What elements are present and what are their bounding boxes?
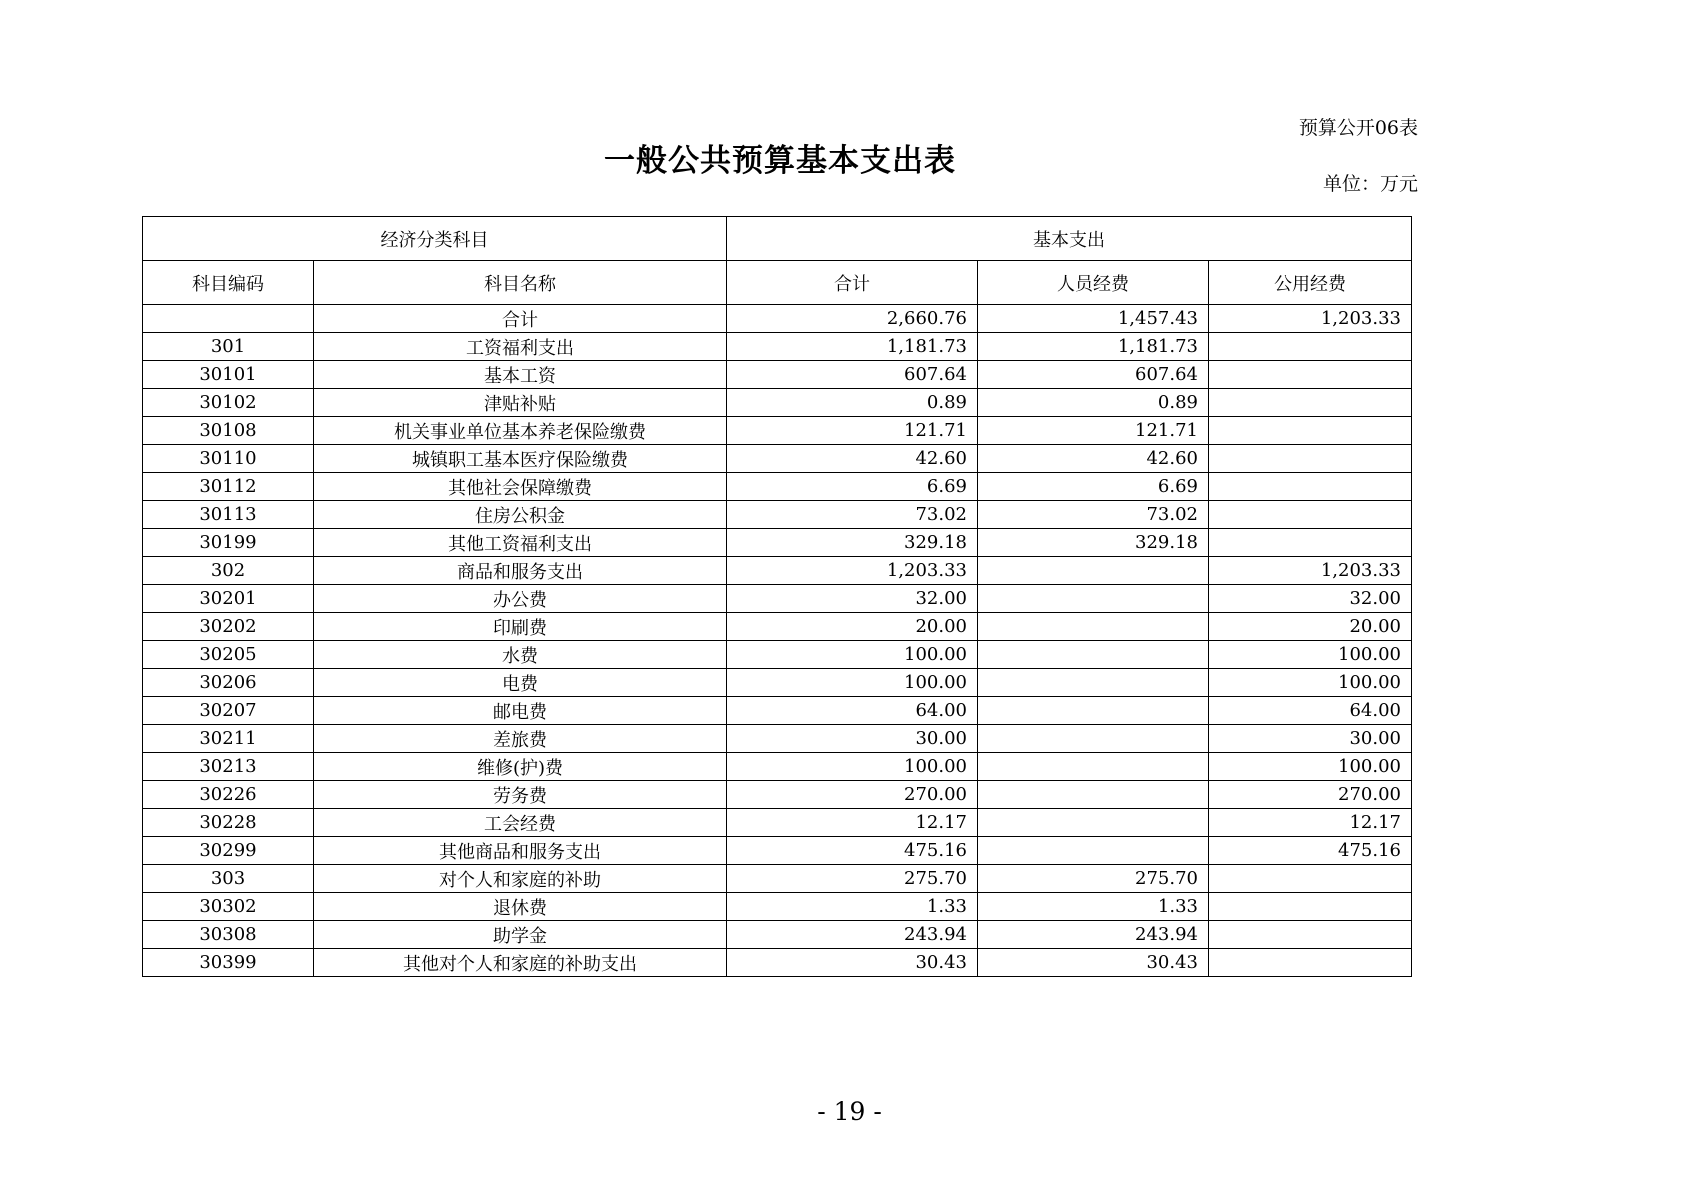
table-row — [143, 361, 1412, 389]
table-row — [143, 753, 1412, 781]
cell-public — [1209, 417, 1412, 445]
cell-personnel — [978, 585, 1209, 613]
cell-code: 30308 — [143, 921, 314, 949]
cell-name: 基本工资 — [314, 361, 727, 389]
column-header-name: 科目名称 — [314, 261, 727, 305]
cell-total: 121.71 — [727, 417, 978, 445]
cell-public: 100.00 — [1209, 669, 1412, 697]
table-row — [143, 501, 1412, 529]
cell-code: 30211 — [143, 725, 314, 753]
cell-total: 100.00 — [727, 753, 978, 781]
cell-name: 机关事业单位基本养老保险缴费 — [314, 417, 727, 445]
table-row — [143, 585, 1412, 613]
column-header-code: 科目编码 — [143, 261, 314, 305]
cell-public: 100.00 — [1209, 641, 1412, 669]
table-row — [143, 305, 1412, 333]
table-row — [143, 865, 1412, 893]
cell-personnel: 243.94 — [978, 921, 1209, 949]
cell-code: 30102 — [143, 389, 314, 417]
cell-total: 2,660.76 — [727, 305, 978, 333]
cell-public — [1209, 389, 1412, 417]
cell-personnel: 42.60 — [978, 445, 1209, 473]
cell-total: 1.33 — [727, 893, 978, 921]
table-row — [143, 389, 1412, 417]
cell-name: 差旅费 — [314, 725, 727, 753]
table-row — [143, 669, 1412, 697]
table-row — [143, 529, 1412, 557]
cell-code: 30226 — [143, 781, 314, 809]
cell-public — [1209, 361, 1412, 389]
cell-name: 对个人和家庭的补助 — [314, 865, 727, 893]
cell-total: 12.17 — [727, 809, 978, 837]
cell-name: 其他社会保障缴费 — [314, 473, 727, 501]
cell-name: 工会经费 — [314, 809, 727, 837]
cell-total: 243.94 — [727, 921, 978, 949]
cell-total: 73.02 — [727, 501, 978, 529]
cell-total: 100.00 — [727, 641, 978, 669]
cell-public — [1209, 865, 1412, 893]
cell-code: 30101 — [143, 361, 314, 389]
table-row — [143, 557, 1412, 585]
cell-total: 64.00 — [727, 697, 978, 725]
cell-code: 30206 — [143, 669, 314, 697]
cell-code: 30113 — [143, 501, 314, 529]
cell-personnel — [978, 753, 1209, 781]
column-header-public: 公用经费 — [1209, 261, 1412, 305]
cell-public — [1209, 333, 1412, 361]
table-row — [143, 333, 1412, 361]
header-basic-expenditure: 基本支出 — [727, 217, 1412, 261]
cell-code: 30302 — [143, 893, 314, 921]
cell-total: 20.00 — [727, 613, 978, 641]
cell-personnel — [978, 669, 1209, 697]
cell-personnel: 1.33 — [978, 893, 1209, 921]
cell-public — [1209, 473, 1412, 501]
cell-public: 20.00 — [1209, 613, 1412, 641]
cell-code: 30112 — [143, 473, 314, 501]
cell-total: 32.00 — [727, 585, 978, 613]
cell-personnel: 73.02 — [978, 501, 1209, 529]
cell-code: 30207 — [143, 697, 314, 725]
unit-label: 单位：万元 — [1322, 173, 1418, 195]
cell-public: 1,203.33 — [1209, 557, 1412, 585]
cell-code: 30213 — [143, 753, 314, 781]
cell-total: 329.18 — [727, 529, 978, 557]
header-economic-classification: 经济分类科目 — [143, 217, 727, 261]
cell-code: 30110 — [143, 445, 314, 473]
page-title: 一般公共预算基本支出表 — [604, 143, 956, 179]
cell-public: 30.00 — [1209, 725, 1412, 753]
cell-name: 退休费 — [314, 893, 727, 921]
cell-total: 1,181.73 — [727, 333, 978, 361]
cell-code: 30199 — [143, 529, 314, 557]
table-row — [143, 921, 1412, 949]
cell-public — [1209, 893, 1412, 921]
cell-code: 303 — [143, 865, 314, 893]
cell-total: 475.16 — [727, 837, 978, 865]
cell-name: 电费 — [314, 669, 727, 697]
cell-total: 275.70 — [727, 865, 978, 893]
table-row — [143, 613, 1412, 641]
cell-personnel — [978, 613, 1209, 641]
cell-public — [1209, 445, 1412, 473]
cell-public: 32.00 — [1209, 585, 1412, 613]
cell-public: 270.00 — [1209, 781, 1412, 809]
cell-code: 30201 — [143, 585, 314, 613]
cell-public: 1,203.33 — [1209, 305, 1412, 333]
cell-total: 42.60 — [727, 445, 978, 473]
column-header-total: 合计 — [727, 261, 978, 305]
cell-code: 302 — [143, 557, 314, 585]
table-row — [143, 893, 1412, 921]
cell-public — [1209, 949, 1412, 977]
cell-personnel: 329.18 — [978, 529, 1209, 557]
cell-personnel: 30.43 — [978, 949, 1209, 977]
cell-name: 办公费 — [314, 585, 727, 613]
cell-code: 30202 — [143, 613, 314, 641]
table-row — [143, 473, 1412, 501]
cell-personnel: 1,181.73 — [978, 333, 1209, 361]
table-row — [143, 949, 1412, 977]
table-row — [143, 697, 1412, 725]
cell-personnel: 1,457.43 — [978, 305, 1209, 333]
table-row — [143, 445, 1412, 473]
cell-public: 100.00 — [1209, 753, 1412, 781]
budget-table-body — [143, 305, 1412, 977]
cell-code — [143, 305, 314, 333]
cell-total: 270.00 — [727, 781, 978, 809]
cell-total: 6.69 — [727, 473, 978, 501]
cell-name: 津贴补贴 — [314, 389, 727, 417]
cell-code: 30205 — [143, 641, 314, 669]
cell-total: 1,203.33 — [727, 557, 978, 585]
cell-personnel: 121.71 — [978, 417, 1209, 445]
cell-code: 30399 — [143, 949, 314, 977]
cell-personnel — [978, 557, 1209, 585]
cell-name: 其他对个人和家庭的补助支出 — [314, 949, 727, 977]
cell-public — [1209, 921, 1412, 949]
table-row — [143, 725, 1412, 753]
cell-personnel: 6.69 — [978, 473, 1209, 501]
cell-code: 30228 — [143, 809, 314, 837]
cell-personnel — [978, 697, 1209, 725]
cell-personnel — [978, 809, 1209, 837]
cell-total: 607.64 — [727, 361, 978, 389]
page-number: - 19 - — [817, 1097, 882, 1126]
table-row — [143, 781, 1412, 809]
cell-name: 城镇职工基本医疗保险缴费 — [314, 445, 727, 473]
cell-public: 475.16 — [1209, 837, 1412, 865]
cell-personnel: 275.70 — [978, 865, 1209, 893]
cell-total: 100.00 — [727, 669, 978, 697]
cell-total: 0.89 — [727, 389, 978, 417]
cell-name: 邮电费 — [314, 697, 727, 725]
cell-name: 其他商品和服务支出 — [314, 837, 727, 865]
cell-personnel — [978, 641, 1209, 669]
cell-public — [1209, 501, 1412, 529]
cell-public: 64.00 — [1209, 697, 1412, 725]
cell-code: 30299 — [143, 837, 314, 865]
cell-name: 助学金 — [314, 921, 727, 949]
cell-total: 30.00 — [727, 725, 978, 753]
cell-name: 住房公积金 — [314, 501, 727, 529]
cell-name: 其他工资福利支出 — [314, 529, 727, 557]
table-row — [143, 417, 1412, 445]
cell-name: 维修(护)费 — [314, 753, 727, 781]
table-row — [143, 809, 1412, 837]
form-label: 预算公开06表 — [1298, 117, 1418, 139]
cell-name: 水费 — [314, 641, 727, 669]
cell-personnel — [978, 725, 1209, 753]
cell-code: 301 — [143, 333, 314, 361]
table-row — [143, 641, 1412, 669]
cell-name: 工资福利支出 — [314, 333, 727, 361]
table-row — [143, 837, 1412, 865]
cell-personnel: 0.89 — [978, 389, 1209, 417]
cell-public: 12.17 — [1209, 809, 1412, 837]
cell-name: 合计 — [314, 305, 727, 333]
cell-name: 印刷费 — [314, 613, 727, 641]
cell-total: 30.43 — [727, 949, 978, 977]
budget-table — [142, 216, 1412, 977]
column-header-personnel: 人员经费 — [978, 261, 1209, 305]
cell-code: 30108 — [143, 417, 314, 445]
cell-public — [1209, 529, 1412, 557]
cell-name: 劳务费 — [314, 781, 727, 809]
cell-personnel — [978, 781, 1209, 809]
cell-name: 商品和服务支出 — [314, 557, 727, 585]
header-column-row — [143, 261, 1412, 305]
cell-personnel: 607.64 — [978, 361, 1209, 389]
header-group-row — [143, 217, 1412, 261]
cell-personnel — [978, 837, 1209, 865]
